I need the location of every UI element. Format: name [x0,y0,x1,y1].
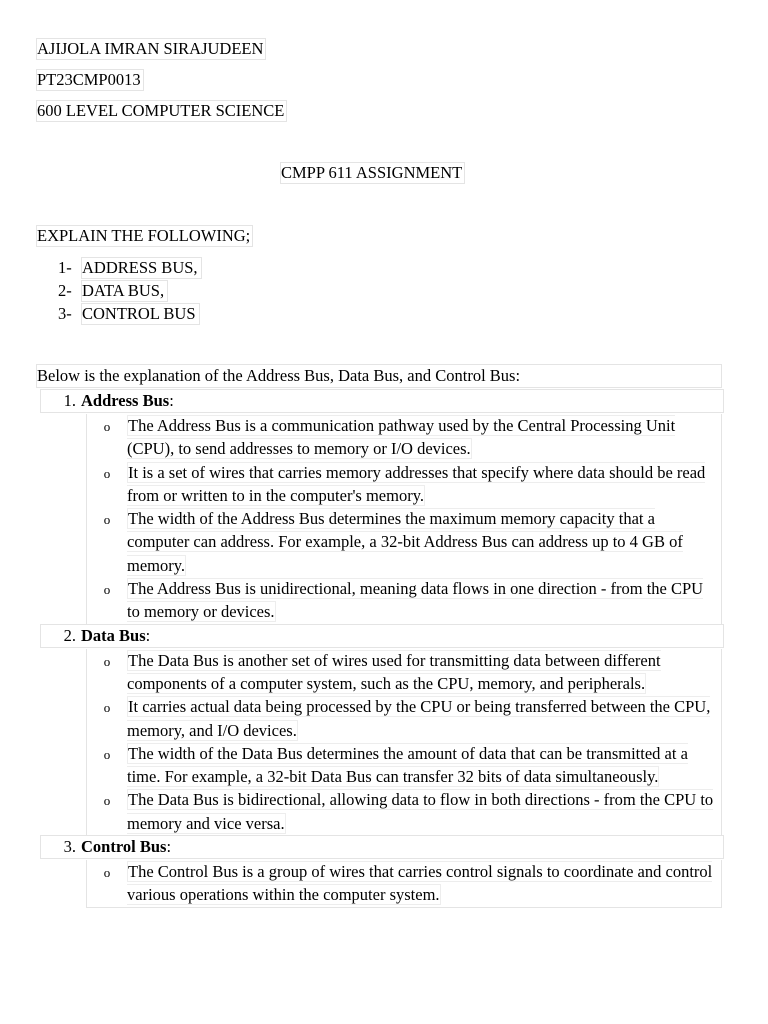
student-level: 600 LEVEL COMPUTER SCIENCE [36,100,287,122]
list-item [87,860,721,907]
list-item [87,742,721,789]
list-item [87,461,721,508]
question-item-number: 2- [58,280,72,300]
list-item [87,695,721,742]
section-heading-address-bus [40,389,724,413]
answer-body [36,364,722,908]
bullet-icon: o [103,746,111,762]
question-item-text: CONTROL BUS [81,303,200,325]
section-colon: : [169,391,174,410]
bullet-text: The Address Bus is a communication pathway used by the Central Processing Unit (CPU), to send addresses to memory or I/O devices. [127,416,676,459]
bullet-text: The width of the Address Bus determines the maximum memory capacity that a computer can address. For example, a 32-bit Address Bus can address up to 4 GB of memory. [127,509,683,575]
list-item [87,649,721,696]
bullet-text: The Address Bus is unidirectional, meaning data flows in one direction - from the CPU to memory or devices. [127,579,704,622]
answer-intro: Below is the explanation of the Address Bus, Data Bus, and Control Bus: [36,364,722,388]
section-heading-text: Data Bus [81,625,146,645]
question-prompt: EXPLAIN THE FOLLOWING; [36,225,253,247]
section-heading-text: Control Bus [81,837,167,857]
assignment-title: CMPP 611 ASSIGNMENT [280,162,465,184]
section-heading-control-bus [40,835,724,859]
list-item [87,414,721,461]
question-item-text: ADDRESS BUS, [81,257,202,279]
list-item [87,507,721,577]
bullet-text: The Control Bus is a group of wires that carries control signals to coordinate and control various operations within the computer system. [127,862,713,905]
question-item [58,279,202,302]
bullet-text: The width of the Data Bus determines the amount of data that can be transmitted at a time. For example, a 32-bit Data Bus can transfer 32 bits of data simultaneously. [127,743,688,787]
question-item-text: DATA BUS, [81,280,168,302]
question-item-number: 3- [58,304,72,324]
bullet-icon: o [103,465,111,481]
bullet-text: It is a set of wires that carries memory addresses that specify where data should be read from or written to in the computer's memory. [127,462,706,505]
bullet-list-address-bus [86,414,722,624]
section-number: 3. [63,837,76,857]
section-colon: : [145,625,151,645]
bullet-list-data-bus [86,649,722,835]
bullet-icon: o [103,419,111,434]
bullet-icon: o [103,700,111,716]
student-name: AJIJOLA IMRAN SIRAJUDEEN [36,38,266,60]
question-list [58,256,202,326]
section-heading-data-bus [40,624,724,648]
list-item [87,577,721,624]
section-heading-text: Address Bus [81,391,170,410]
bullet-icon: o [103,582,111,598]
bullet-text: The Data Bus is bidirectional, allowing data to flow in both directions - from the CPU to memory and vice versa. [127,790,714,833]
bullet-list-control-bus [86,860,722,908]
bullet-icon: o [103,653,111,669]
list-item [87,788,721,835]
bullet-text: The Data Bus is another set of wires used for transmitting data between different components of a computer system, such as the CPU, memory, and peripherals. [127,650,661,693]
bullet-text: It carries actual data being processed by the CPU or being transferred between the CPU, memory, and I/O devices. [127,697,711,740]
question-item [58,303,202,326]
question-item-number: 1- [58,257,72,277]
bullet-icon: o [103,865,111,881]
section-number: 1. [63,391,76,410]
question-item [58,256,202,279]
registration-number: PT23CMP0013 [36,69,144,91]
bullet-icon: o [103,512,111,528]
section-colon: : [166,837,172,857]
section-number: 2. [63,625,76,645]
bullet-icon: o [103,793,111,809]
